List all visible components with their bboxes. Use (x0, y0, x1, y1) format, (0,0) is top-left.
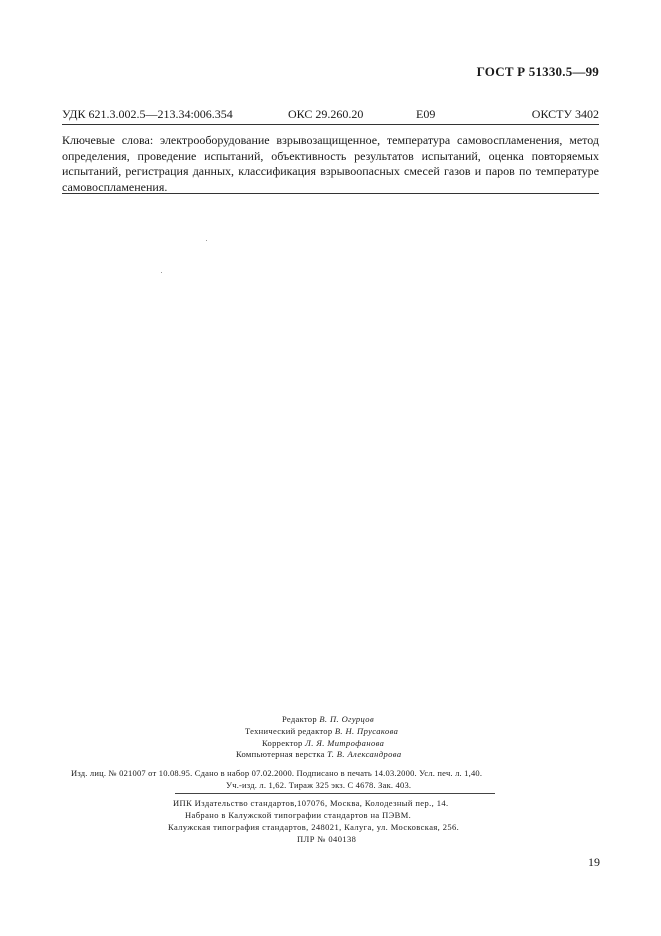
publication-line-1: Изд. лиц. № 021007 от 10.08.95. Сдано в набор 07.02.2000. Подписано в печать 14.03.2000. Усл. печ. л. 1,40. (71, 768, 483, 778)
corrector-label: Корректор (262, 738, 303, 748)
editor-name: В. П. Огурцов (319, 714, 375, 724)
tech-editor-line (245, 726, 398, 738)
printing-line-1: ИПК Издательство стандартов,107076, Москва, Колодезный пер., 14. (173, 798, 449, 808)
group-code: Е09 (416, 107, 436, 121)
printing-line-3: Калужская типография стандартов, 248021, Калуга, ул. Московская, 256. (168, 822, 460, 832)
corrector-name: Л. Я. Митрофанова (305, 738, 385, 748)
tech-editor-label: Технический редактор (245, 726, 333, 736)
classification-row (62, 107, 599, 123)
printing-line-2: Набрано в Калужской типографии стандартов на ПЭВМ. (185, 810, 412, 820)
page-number: 19 (588, 855, 600, 869)
standard-designation: ГОСТ Р 51330.5—99 (476, 64, 599, 79)
oks-code: ОКС 29.260.20 (288, 107, 364, 121)
printing-line-4: ПЛР № 040138 (297, 834, 357, 844)
layout-name: Т. В. Александрова (327, 749, 402, 759)
editor-label: Редактор (282, 714, 317, 724)
udk-code: УДК 621.3.002.5—213.34:006.354 (62, 107, 233, 121)
keywords-divider (62, 193, 599, 194)
top-divider (62, 124, 599, 125)
publication-divider (175, 793, 495, 794)
publication-info (71, 767, 601, 791)
okstu-code: ОКСТУ 3402 (531, 107, 599, 121)
corrector-line (262, 738, 384, 750)
editor-line (282, 714, 374, 726)
keywords-paragraph: Ключевые слова: электрооборудование взрывозащищенное, температура самовоспламенения, метод определения, проведение испытаний, объективность результатов испытаний, оценка повторяемых испытаний, регистрация данных, классификация взрывоопасных смесей газов и паров по температуре самовоспламенения. (62, 133, 599, 194)
scan-speck (206, 240, 207, 241)
layout-line (236, 749, 401, 761)
layout-label: Компьютерная верстка (236, 749, 325, 759)
scan-speck (161, 272, 162, 273)
tech-editor-name: В. Н. Прусакова (334, 726, 399, 736)
publication-line-2: Уч.-изд. л. 1,62. Тираж 325 экз. С 4678. Зак. 403. (226, 780, 412, 790)
